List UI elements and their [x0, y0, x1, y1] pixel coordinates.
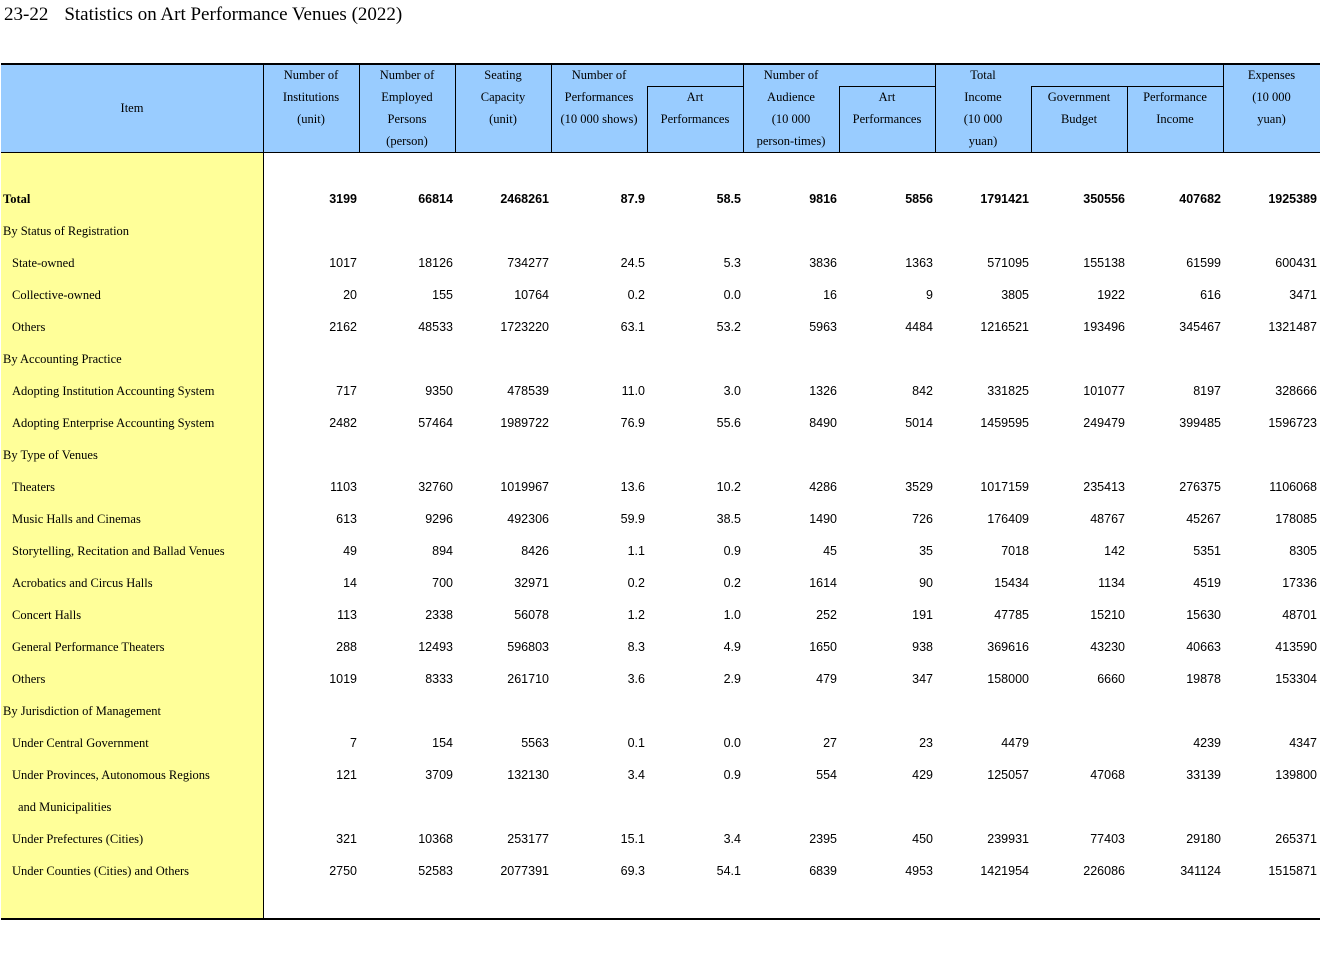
cell-value: 1.0: [723, 608, 741, 622]
cell-value: 9296: [425, 512, 453, 526]
cell-value: 2162: [329, 320, 357, 334]
cell-value: 155: [432, 288, 453, 302]
cell-value: 154: [432, 736, 453, 750]
cell-value: 47785: [994, 608, 1029, 622]
header-audience: Number of Audience (10 000 person-times): [756, 68, 826, 148]
cell-value: 7018: [1001, 544, 1029, 558]
cell-value: 90: [919, 576, 933, 590]
cell-value: 613: [336, 512, 357, 526]
cell-value: 0.2: [723, 576, 741, 590]
cell-value: 176409: [987, 512, 1029, 526]
cell-value: 369616: [987, 640, 1029, 654]
cell-value: 0.0: [723, 736, 741, 750]
cell-value: 48767: [1090, 512, 1125, 526]
cell-value: 58.5: [716, 192, 741, 206]
cell-value: 1723220: [500, 320, 549, 334]
table-row: [0, 664, 1320, 696]
cell-value: 288: [336, 640, 357, 654]
cell-value: 4239: [1193, 736, 1221, 750]
cell-value: 8426: [521, 544, 549, 558]
cell-value: 76.9: [620, 416, 645, 430]
cell-value: 8197: [1193, 384, 1221, 398]
cell-value: 700: [432, 576, 453, 590]
cell-value: 3.6: [627, 672, 645, 686]
cell-value: 3199: [329, 192, 357, 206]
cell-value: 155138: [1083, 256, 1125, 270]
cell-value: 1019967: [500, 480, 549, 494]
row-label: By Type of Venues: [3, 448, 98, 462]
cell-value: 101077: [1083, 384, 1125, 398]
cell-value: 345467: [1179, 320, 1221, 334]
cell-value: 571095: [987, 256, 1029, 270]
cell-value: 3.0: [723, 384, 741, 398]
cell-value: 399485: [1179, 416, 1221, 430]
cell-value: 9816: [809, 192, 837, 206]
cell-value: 15630: [1186, 608, 1221, 622]
cell-value: 16: [823, 288, 837, 302]
row-label: Under Counties (Cities) and Others: [12, 864, 190, 878]
row-label: By Accounting Practice: [3, 352, 122, 366]
cell-value: 54.1: [716, 864, 741, 878]
row-label: Under Prefectures (Cities): [12, 832, 144, 846]
cell-value: 4519: [1193, 576, 1221, 590]
cell-value: 158000: [987, 672, 1029, 686]
cell-value: 45: [823, 544, 837, 558]
cell-value: 226086: [1083, 864, 1125, 878]
cell-value: 938: [912, 640, 933, 654]
cell-value: 8.3: [627, 640, 645, 654]
table-row: [0, 536, 1320, 568]
cell-value: 56078: [514, 608, 549, 622]
cell-value: 1321487: [1268, 320, 1317, 334]
cell-value: 0.2: [627, 576, 645, 590]
cell-value: 43230: [1090, 640, 1125, 654]
row-label: Adopting Enterprise Accounting System: [12, 416, 215, 430]
cell-value: 5351: [1193, 544, 1221, 558]
table-row: [0, 280, 1320, 312]
cell-value: 61599: [1186, 256, 1221, 270]
cell-value: 1791421: [980, 192, 1029, 206]
header-government-budget: Government Budget: [1047, 90, 1111, 126]
cell-value: 1019: [329, 672, 357, 686]
cell-value: 8490: [809, 416, 837, 430]
row-label: By Jurisdiction of Management: [3, 704, 161, 718]
cell-value: 1326: [809, 384, 837, 398]
table-row: [0, 792, 1320, 824]
cell-value: 14: [343, 576, 357, 590]
cell-value: 1.2: [627, 608, 645, 622]
cell-value: 10.2: [716, 480, 741, 494]
cell-value: 265371: [1275, 832, 1317, 846]
row-label: Concert Halls: [12, 608, 82, 622]
cell-value: 8305: [1289, 544, 1317, 558]
cell-value: 253177: [507, 832, 549, 846]
cell-value: 328666: [1275, 384, 1317, 398]
table-row: [0, 504, 1320, 536]
cell-value: 321: [336, 832, 357, 846]
cell-value: 10368: [418, 832, 453, 846]
cell-value: 3471: [1289, 288, 1317, 302]
row-label: Adopting Institution Accounting System: [12, 384, 215, 398]
row-label: Others: [12, 320, 46, 334]
table-row: [0, 216, 1320, 248]
cell-value: 139800: [1275, 768, 1317, 782]
table-row: [0, 376, 1320, 408]
cell-value: 717: [336, 384, 357, 398]
cell-value: 32760: [418, 480, 453, 494]
header-item: Item: [120, 101, 144, 115]
table-row: [0, 632, 1320, 664]
cell-value: 4953: [905, 864, 933, 878]
cell-value: 331825: [987, 384, 1029, 398]
cell-value: 29180: [1186, 832, 1221, 846]
table-row: [0, 248, 1320, 280]
cell-value: 10764: [514, 288, 549, 302]
cell-value: 5963: [809, 320, 837, 334]
table-row: [0, 184, 1320, 216]
header-expenses: Expenses (10 000 yuan): [1247, 68, 1296, 126]
cell-value: 35: [919, 544, 933, 558]
cell-value: 132130: [507, 768, 549, 782]
row-label: Music Halls and Cinemas: [12, 512, 141, 526]
row-label: Others: [12, 672, 46, 686]
cell-value: 1459595: [980, 416, 1029, 430]
table-title: [4, 4, 402, 26]
cell-value: 478539: [507, 384, 549, 398]
cell-value: 1.1: [627, 544, 645, 558]
cell-value: 53.2: [716, 320, 741, 334]
table-row: [0, 760, 1320, 792]
cell-value: 3836: [809, 256, 837, 270]
cell-value: 2077391: [500, 864, 549, 878]
cell-value: 1925389: [1268, 192, 1317, 206]
header-bottom-rule: [1, 152, 1320, 153]
cell-value: 0.1: [627, 736, 645, 750]
cell-value: 15210: [1090, 608, 1125, 622]
cell-value: 1017: [329, 256, 357, 270]
header-art-performances: Art Performances: [660, 90, 730, 126]
header-income: Total Income (10 000 yuan): [963, 68, 1003, 148]
cell-value: 55.6: [716, 416, 741, 430]
cell-value: 38.5: [716, 512, 741, 526]
cell-value: 13.6: [620, 480, 645, 494]
table-row: [0, 568, 1320, 600]
cell-value: 1363: [905, 256, 933, 270]
cell-value: 341124: [1180, 864, 1221, 878]
cell-value: 261710: [507, 672, 549, 686]
cell-value: 726: [912, 512, 933, 526]
cell-value: 894: [432, 544, 453, 558]
cell-value: 492306: [507, 512, 549, 526]
cell-value: 3.4: [723, 832, 741, 846]
cell-value: 33139: [1186, 768, 1221, 782]
cell-value: 7: [350, 736, 357, 750]
cell-value: 6839: [809, 864, 837, 878]
row-label: Total: [3, 192, 31, 206]
cell-value: 45267: [1186, 512, 1221, 526]
cell-value: 4286: [809, 480, 837, 494]
cell-value: 9350: [425, 384, 453, 398]
cell-value: 3.4: [627, 768, 645, 782]
cell-value: 191: [912, 608, 933, 622]
cell-value: 0.2: [627, 288, 645, 302]
cell-value: 52583: [418, 864, 453, 878]
cell-value: 1106068: [1269, 480, 1317, 494]
cell-value: 1017159: [980, 480, 1029, 494]
table-row: [0, 824, 1320, 856]
cell-value: 20: [343, 288, 357, 302]
cell-value: 17336: [1282, 576, 1317, 590]
cell-value: 121: [336, 768, 357, 782]
header-performances: Number of Performances (10 000 shows): [560, 68, 638, 126]
cell-value: 2.9: [723, 672, 741, 686]
cell-value: 3709: [425, 768, 453, 782]
cell-value: 235413: [1083, 480, 1125, 494]
cell-value: 4347: [1289, 736, 1317, 750]
row-label: Acrobatics and Circus Halls: [12, 576, 153, 590]
cell-value: 3805: [1001, 288, 1029, 302]
cell-value: 6660: [1097, 672, 1125, 686]
cell-value: 4484: [905, 320, 933, 334]
cell-value: 596803: [507, 640, 549, 654]
cell-value: 249479: [1083, 416, 1125, 430]
cell-value: 1216521: [980, 320, 1029, 334]
row-label: By Status of Registration: [3, 224, 130, 238]
header-art-audience: Art Performances: [852, 90, 922, 126]
cell-value: 3529: [905, 480, 933, 494]
table-row: [0, 344, 1320, 376]
table-row: [0, 696, 1320, 728]
cell-value: 178085: [1275, 512, 1317, 526]
cell-value: 40663: [1186, 640, 1221, 654]
cell-value: 69.3: [620, 864, 645, 878]
cell-value: 600431: [1275, 256, 1317, 270]
cell-value: 1650: [809, 640, 837, 654]
cell-value: 49: [343, 544, 357, 558]
cell-value: 0.9: [723, 768, 741, 782]
cell-value: 193496: [1083, 320, 1125, 334]
cell-value: 1989722: [500, 416, 549, 430]
cell-value: 0.9: [723, 544, 741, 558]
table-row: [0, 312, 1320, 344]
cell-value: 407682: [1179, 192, 1221, 206]
cell-value: 413590: [1275, 640, 1317, 654]
cell-value: 57464: [418, 416, 453, 430]
header-performance-income: Performance Income: [1143, 90, 1207, 126]
cell-value: 48701: [1282, 608, 1317, 622]
cell-value: 8333: [425, 672, 453, 686]
header-institutions: Number of Institutions (unit): [282, 68, 340, 126]
cell-value: 18126: [418, 256, 453, 270]
cell-value: 113: [337, 608, 357, 622]
cell-value: 842: [912, 384, 933, 398]
cell-value: 734277: [507, 256, 549, 270]
cell-value: 1596723: [1268, 416, 1317, 430]
table-row: [0, 472, 1320, 504]
cell-value: 4479: [1001, 736, 1029, 750]
cell-value: 450: [912, 832, 933, 846]
cell-value: 1922: [1097, 288, 1125, 302]
cell-value: 66814: [418, 192, 453, 206]
row-label: Under Provinces, Autonomous Regions: [12, 768, 210, 782]
cell-value: 276375: [1179, 480, 1221, 494]
cell-value: 1515871: [1268, 864, 1317, 878]
cell-value: 9: [926, 288, 933, 302]
cell-value: 27: [823, 736, 837, 750]
header-employed: Number of Employed Persons (person): [379, 68, 435, 148]
cell-value: 239931: [987, 832, 1029, 846]
cell-value: 5856: [905, 192, 933, 206]
cell-value: 252: [816, 608, 837, 622]
row-label: Theaters: [12, 480, 56, 494]
cell-value: 1490: [809, 512, 837, 526]
table-row: [0, 440, 1320, 472]
cell-value: 142: [1104, 544, 1125, 558]
table-row: [0, 408, 1320, 440]
cell-value: 153304: [1275, 672, 1317, 686]
cell-value: 0.0: [723, 288, 741, 302]
cell-value: 1134: [1098, 576, 1125, 590]
cell-value: 12493: [418, 640, 453, 654]
cell-value: 24.5: [620, 256, 645, 270]
row-label: and Municipalities: [18, 800, 112, 814]
cell-value: 47068: [1090, 768, 1125, 782]
cell-value: 4.9: [723, 640, 741, 654]
cell-value: 2468261: [500, 192, 549, 206]
cell-value: 11.0: [621, 384, 645, 398]
cell-value: 350556: [1083, 192, 1125, 206]
row-label: Storytelling, Recitation and Ballad Venues: [12, 544, 225, 558]
cell-value: 32971: [514, 576, 549, 590]
cell-value: 347: [912, 672, 933, 686]
cell-value: 5.3: [723, 256, 741, 270]
cell-value: 19878: [1186, 672, 1221, 686]
cell-value: 2750: [329, 864, 357, 878]
row-label: State-owned: [12, 256, 75, 270]
cell-value: 1421954: [980, 864, 1029, 878]
cell-value: 125057: [987, 768, 1029, 782]
cell-value: 2482: [329, 416, 357, 430]
cell-value: 5014: [905, 416, 933, 430]
top-rule: [1, 63, 1320, 65]
header-seating: Seating Capacity (unit): [480, 68, 526, 126]
cell-value: 15434: [994, 576, 1029, 590]
cell-value: 63.1: [620, 320, 645, 334]
cell-value: 59.9: [620, 512, 645, 526]
cell-value: 87.9: [620, 192, 645, 206]
table-title-text: Statistics on Art Performance Venues (2022): [64, 4, 403, 25]
cell-value: 1614: [809, 576, 837, 590]
cell-value: 15.1: [620, 832, 645, 846]
row-label: Collective-owned: [12, 288, 101, 302]
cell-value: 2395: [809, 832, 837, 846]
table-number: 23-22: [4, 4, 49, 25]
row-label: Under Central Government: [12, 736, 149, 750]
table-bottom-rule: [1, 918, 1320, 920]
table-row: [0, 856, 1320, 888]
cell-value: 554: [816, 768, 837, 782]
cell-value: 48533: [418, 320, 453, 334]
cell-value: 5563: [521, 736, 549, 750]
table-row: [0, 728, 1320, 760]
cell-value: 23: [919, 736, 933, 750]
row-label: General Performance Theaters: [12, 640, 165, 654]
cell-value: 429: [912, 768, 933, 782]
cell-value: 2338: [425, 608, 453, 622]
table-row: [0, 600, 1320, 632]
cell-value: 479: [816, 672, 837, 686]
cell-value: 77403: [1090, 832, 1125, 846]
cell-value: 616: [1200, 288, 1221, 302]
cell-value: 1103: [330, 480, 357, 494]
